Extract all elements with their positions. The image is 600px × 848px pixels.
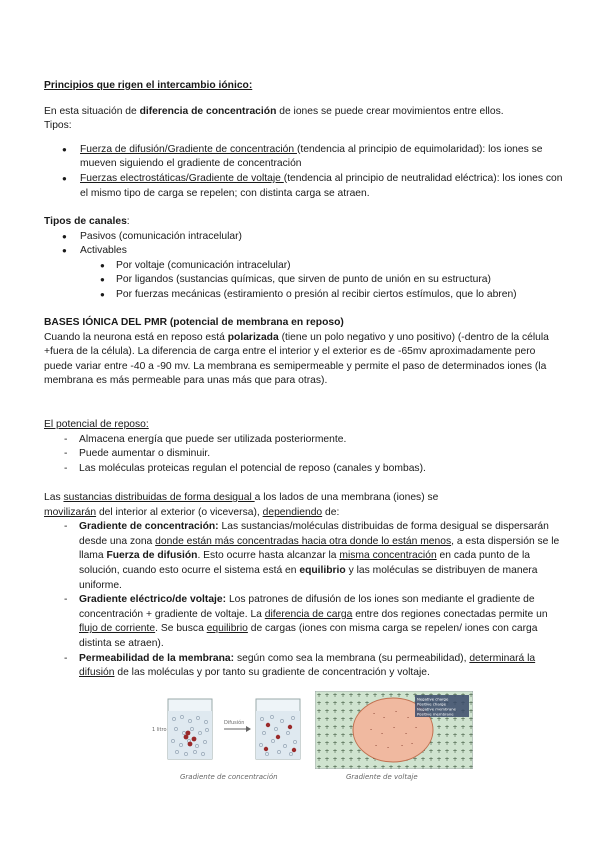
txt-bold: Gradiente de concentración: [79,521,219,533]
list-item: - Almacena energía que puede ser utilizada posteriormente. [44,433,564,448]
arrow-icon [224,726,251,732]
figures-area [150,689,550,785]
canales-title [44,215,564,230]
txt-underlined: determinará la difusión [79,652,536,679]
txt: , a esta dispersión se le llama [79,535,560,562]
txt-underlined: donde están más concentradas hacia otra donde lo están menos [155,535,452,547]
txt-underlined: diferencia de carga [264,608,353,620]
section-sustancias [44,491,560,681]
svg-text:-: - [383,714,386,721]
canales-colon: : [126,216,130,227]
svg-text:-: - [415,724,418,731]
txt-underlined: dependiendo [262,506,323,518]
svg-text:-: - [370,726,373,733]
intro-text-c: de iones se puede crear movimientos entre ellos. [276,105,504,117]
txt: de cargas (iones con misma carga se repelen/ iones con carga distinta se atraen). [79,623,538,649]
list-item: ● Activables [44,244,564,259]
bases-text-c: (tiene un polo negativo y uno positivo) (-dentro de la célula +fuera de la célula). La diferencia de carga entre el interior y el exterior es de -65mv aproximadamente pero puede variar entre -40 a -90 mv. La membrana es semipermeable y permite el paso de determinados iones (la membrana es más permeable para unas más que para otras). [44,331,549,387]
principios-intro [44,105,564,120]
beaker-label: 1 litro [152,727,167,733]
intro-text-a: En esta situación de [44,105,140,117]
txt-underlined: sustancias distribuidas de forma desigual [63,492,255,503]
txt-underlined: equilibrio [206,623,248,635]
txt: Los patrones de difusión de los iones son mediante el gradiente de concentración + gradiente de voltaje. La [79,594,535,620]
reposo-title: El potencial de reposo: [44,419,149,430]
legend-negative-charge: Negative charge [417,696,449,702]
item-text: (tendencia al principio de neutralidad eléctrica): los iones con el mismo tipo de carga se repelen; con distinta carga se atraen. [80,172,563,199]
bases-title: BASES IÓNICA DEL PMR (potencial de membrana en reposo) [44,317,344,328]
txt-bold: Permeabilidad de la membrana: [79,652,235,664]
principios-title: Principios que rigen el intercambio iónico: [44,80,253,91]
list-item [44,172,564,201]
txt: a los lados de una membrana (iones) se [254,492,439,503]
txt: de: [322,506,340,518]
bases-paragraph [44,331,560,389]
legend-negative-membrane: Negative membrane [417,706,457,712]
list-item: - Las moléculas proteicas regulan el potencial de reposo (canales y bombas). [44,462,564,477]
list-item: ● Por fuerzas mecánicas (estiramiento o presión al recibir ciertos estímulos, que lo abren) [44,288,564,303]
svg-text:-: - [387,744,390,751]
svg-text:-: - [405,730,408,737]
txt: del interior al exterior (o viceversa), [96,506,263,518]
txt: en cada punto de la solución, cuando esto ocurre el sistema está en [79,550,531,576]
bases-text-a: Cuando la neurona está en reposo está [44,331,228,343]
list-item: ● Pasivos (comunicación intracelular) [44,230,564,245]
svg-text:-: - [373,710,376,717]
txt-bold: equilibrio [299,564,346,576]
beaker-right [256,699,300,759]
list-item: - Puede aumentar o disminuir. [44,447,564,462]
arrow-label: Difusión [224,720,245,726]
caption-voltage: Gradiente de voltaje [346,773,418,781]
svg-text:-: - [393,724,396,731]
activables-sublist [44,259,564,303]
txt: entre dos regiones conectadas permite un [352,608,548,620]
voltage-gradient-figure [315,691,473,769]
txt: y las moléculas se distribuyen de manera uniforme. [79,564,538,591]
svg-text:-: - [401,742,404,749]
canales-title-text: Tipos de canales [44,216,127,227]
section-potencial-reposo [44,418,564,476]
list-item-permeabilidad [44,652,560,681]
list-item: ● Por ligandos (sustancias químicas, que sirven de punto de unión en su estructura) [44,273,564,288]
item-underlined: Fuerza de difusión/Gradiente de concentración [80,143,297,155]
txt: . Esto ocurre hasta alcanzar la [197,550,340,562]
item-text: (tendencia al principio de equimolaridad): los iones se mueven siguiendo el gradiente de concentración [80,143,543,170]
svg-text:-: - [407,714,410,721]
reposo-list [44,433,564,477]
list-item-gradiente-concentracion [44,520,560,593]
txt: de las moléculas y por tanto su gradiente de concentración y voltaje. [114,667,430,679]
txt-bold: Fuerza de difusión [106,550,198,562]
legend-positive-membrane: Positive membrane [417,711,454,717]
list-item-gradiente-electrico [44,593,560,651]
concentration-gradient-figure [150,689,310,769]
beaker-left [168,699,212,759]
section-tipos-canales [44,215,564,303]
sustancias-paragraph [44,491,560,520]
txt-underlined: flujo de corriente [79,623,156,635]
intro-bold: diferencia de concentración [139,105,277,117]
txt: según como sea la membrana (su permeabilidad), [234,652,470,664]
list-item: ● Por voltaje (comunicación intracelular) [44,259,564,274]
section-bases-ionicas [44,316,560,389]
svg-text:-: - [381,730,384,737]
txt: . Se busca [155,623,207,635]
section-principios [44,79,564,201]
factores-list [44,520,560,681]
svg-text:-: - [395,708,398,715]
txt: Las sustancias/moléculas distribuidas de forma desigual se dispersarán desde una zona [79,521,549,547]
txt: Las [44,492,64,503]
principios-list [44,143,564,201]
txt-underlined: misma concentración [339,550,437,562]
legend-positive-charge: Positive charge [417,701,446,707]
txt-bold: Gradiente eléctrico/de voltaje: [79,594,227,606]
canales-list [44,230,564,259]
list-item [44,143,564,172]
caption-concentration: Gradiente de concentración [180,773,278,781]
item-underlined: Fuerzas electrostáticas/Gradiente de voltaje [80,172,284,184]
bases-bold: polarizada [227,331,279,343]
tipos-label: Tipos: [44,120,72,132]
txt-underlined: movilizarán [44,506,97,518]
svg-text:-: - [375,742,378,749]
svg-text:-: - [411,740,414,747]
